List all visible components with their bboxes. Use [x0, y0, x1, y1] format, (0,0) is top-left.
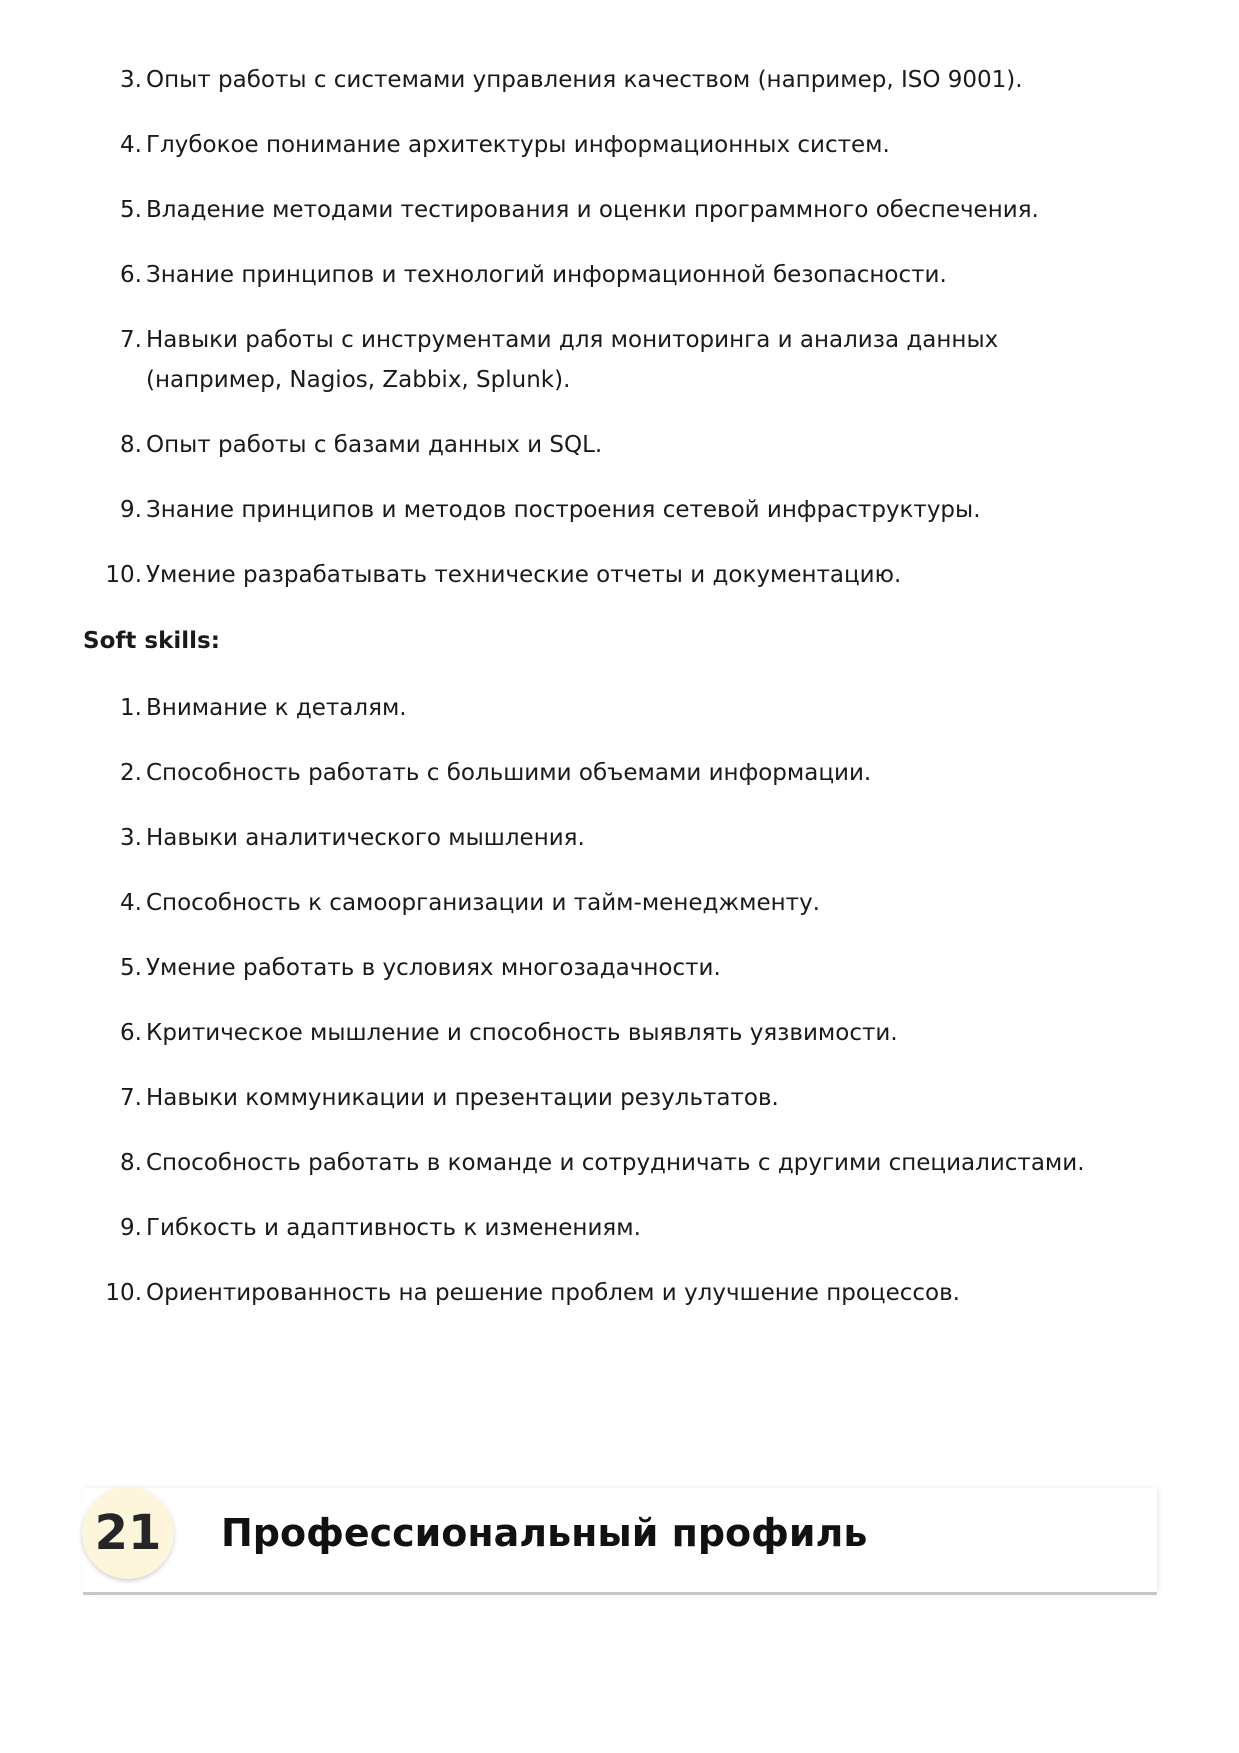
- list-item-text: Навыки работы с инструментами для мониторинга и анализа данных (например, Nagios, Zabbix, Splunk).: [146, 327, 999, 393]
- list-item-number: 2.: [120, 760, 142, 786]
- soft-skills-list: [0, 688, 1239, 1338]
- list-item: [0, 688, 1106, 728]
- list-item-number: 7.: [120, 1085, 142, 1111]
- list-item: [0, 1078, 1106, 1118]
- list-item-number: 4.: [120, 890, 142, 916]
- list-item-number: 5.: [120, 955, 142, 981]
- list-item: [0, 320, 1106, 400]
- list-item-text: Навыки аналитического мышления.: [146, 825, 585, 851]
- list-item-number: 6.: [120, 1020, 142, 1046]
- list-item-text: Владение методами тестирования и оценки программного обеспечения.: [146, 197, 1039, 223]
- list-item-number: 6.: [120, 262, 142, 288]
- list-item-number: 7.: [120, 327, 142, 353]
- list-item-text: Навыки коммуникации и презентации результатов.: [146, 1085, 779, 1111]
- list-item: [0, 255, 1106, 295]
- list-item-number: 10.: [105, 1280, 142, 1306]
- list-item-text: Внимание к деталям.: [146, 695, 407, 721]
- list-item: [0, 1273, 1106, 1313]
- list-item-text: Способность работать в команде и сотрудничать с другими специалистами.: [146, 1150, 1085, 1176]
- section-title: Профессиональный профиль: [221, 1511, 868, 1555]
- list-item-number: 9.: [120, 1215, 142, 1241]
- list-item: [0, 818, 1106, 858]
- list-item-text: Глубокое понимание архитектуры информационных систем.: [146, 132, 890, 158]
- list-item: [0, 425, 1106, 465]
- list-item-text: Умение разрабатывать технические отчеты и документацию.: [146, 562, 902, 588]
- list-item-number: 4.: [120, 132, 142, 158]
- list-item: [0, 125, 1106, 165]
- list-item-text: Знание принципов и технологий информационной безопасности.: [146, 262, 947, 288]
- list-item: [0, 883, 1106, 923]
- list-item-number: 3.: [120, 825, 142, 851]
- list-item: [0, 190, 1106, 230]
- list-item-number: 3.: [120, 67, 142, 93]
- list-item-number: 5.: [120, 197, 142, 223]
- list-item-text: Опыт работы с базами данных и SQL.: [146, 432, 603, 458]
- list-item-number: 8.: [120, 432, 142, 458]
- list-item: [0, 490, 1106, 530]
- soft-skills-heading: Soft skills:: [83, 628, 220, 654]
- list-item-number: 1.: [120, 695, 142, 721]
- section-number-badge: 21: [82, 1487, 174, 1579]
- list-item: [0, 1143, 1106, 1183]
- list-item-number: 10.: [105, 562, 142, 588]
- list-item-text: Гибкость и адаптивность к изменениям.: [146, 1215, 641, 1241]
- list-item-text: Способность работать с большими объемами информации.: [146, 760, 872, 786]
- list-item: [0, 60, 1106, 100]
- list-item-text: Ориентированность на решение проблем и улучшение процессов.: [146, 1280, 960, 1306]
- list-item-text: Способность к самоорганизации и тайм-менеджменту.: [146, 890, 820, 916]
- list-item-text: Знание принципов и методов построения сетевой инфраструктуры.: [146, 497, 981, 523]
- list-item-text: Опыт работы с системами управления качеством (например, ISO 9001).: [146, 67, 1023, 93]
- list-item: [0, 753, 1106, 793]
- section-header-divider: [83, 1592, 1157, 1595]
- technical-skills-list: [0, 60, 1239, 620]
- list-item-number: 8.: [120, 1150, 142, 1176]
- list-item: [0, 555, 1106, 595]
- list-item: [0, 1208, 1106, 1248]
- list-item: [0, 948, 1106, 988]
- list-item-text: Критическое мышление и способность выявлять уязвимости.: [146, 1020, 898, 1046]
- list-item-text: Умение работать в условиях многозадачности.: [146, 955, 721, 981]
- list-item: [0, 1013, 1106, 1053]
- list-item-number: 9.: [120, 497, 142, 523]
